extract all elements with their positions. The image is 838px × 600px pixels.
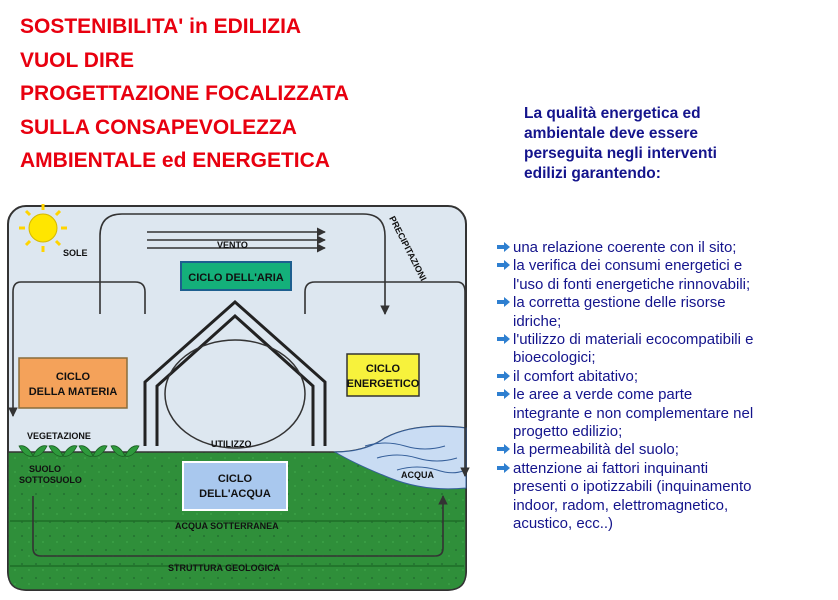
list-item-line: presenti o ipotizzabili (inquinamento (513, 478, 752, 496)
bullet-arrow-icon (497, 297, 510, 307)
list-item-line: la verifica dei consumi energetici e (513, 257, 743, 275)
title-line: SOSTENIBILITA' in EDILIZIA (20, 15, 302, 38)
box-ciclo-materia (19, 358, 127, 408)
requirements-list (496, 239, 834, 534)
list-item-line: attenzione ai fattori inquinanti (513, 459, 709, 477)
intro-text (524, 104, 824, 184)
box-ciclo-materia-label: DELLA MATERIA (28, 386, 118, 398)
list-item-line: idriche; (513, 312, 562, 330)
title-line: SULLA CONSAPEVOLEZZA (20, 115, 297, 139)
bullet-arrow-icon (497, 260, 510, 270)
box-ciclo-acqua-label: DELL'ACQUA (199, 488, 271, 500)
label-sole: SOLE (63, 248, 88, 258)
intro-line: La qualità energetica ed (524, 105, 701, 122)
bullet-arrow-icon (497, 371, 510, 381)
page-title (20, 10, 349, 178)
list-item-line: la permeabilità del suolo; (513, 441, 679, 459)
intro-line: perseguita negli interventi (524, 145, 717, 162)
bullet-arrow-icon (497, 444, 510, 454)
list-item-line: l'utilizzo di materiali ecocompatibili e (513, 331, 754, 349)
title-line: AMBIENTALE ed ENERGETICA (20, 149, 330, 172)
box-ciclo-materia-label: CICLO (55, 371, 91, 383)
bullet-arrow-icon (497, 389, 510, 399)
list-item (496, 386, 834, 441)
list-item-line: acustico, ecc..) (513, 515, 614, 533)
label-vento: VENTO (217, 240, 248, 250)
list-item-line: progetto edilizio; (513, 423, 623, 441)
list-item (496, 441, 834, 459)
box-ciclo-acqua (183, 462, 287, 510)
box-ciclo-aria-label: CICLO DELL'ARIA (188, 272, 284, 284)
list-item-line: l'uso di fonti energetiche rinnovabili; (513, 275, 751, 293)
label-vegetazione: VEGETAZIONE (27, 431, 91, 441)
list-item (496, 239, 834, 257)
label-suolo: SUOLO (29, 464, 62, 474)
label-utilizzo: UTILIZZO (211, 439, 252, 449)
box-ciclo-energetico-label: CICLO (365, 363, 401, 375)
label-acqua: ACQUA (401, 470, 434, 480)
title-line: PROGETTAZIONE FOCALIZZATA (20, 82, 349, 105)
list-item-line: integrante e non complementare nel (513, 404, 754, 422)
bullet-arrow-icon (497, 334, 510, 344)
title-line: VUOL DIRE (20, 48, 134, 72)
label-sottosuolo: SOTTOSUOLO (19, 475, 82, 485)
list-item-line: indoor, radom, elettromagnetico, (513, 496, 729, 514)
list-item-line: una relazione coerente con il sito; (513, 239, 737, 256)
bullet-arrow-icon (497, 242, 510, 252)
label-acqua-sotterranea: ACQUA SOTTERRANEA (175, 521, 279, 531)
sustainability-cycles-diagram (5, 196, 470, 594)
intro-line: edilizi garantendo: (524, 165, 661, 182)
label-precipitazioni: PRECIPITAZIONI (387, 214, 429, 283)
bullet-arrow-icon (497, 463, 510, 473)
list-item (496, 294, 834, 331)
intro-line: ambientale deve essere (524, 125, 699, 142)
list-item-line: bioecologici; (513, 349, 596, 367)
list-item-line: il comfort abitativo; (513, 367, 639, 385)
list-item (496, 331, 834, 368)
list-item-line: la corretta gestione delle risorse (513, 294, 726, 312)
list-item (496, 460, 834, 534)
box-ciclo-energetico-label: ENERGETICO (346, 378, 420, 390)
box-ciclo-acqua-label: CICLO (217, 473, 253, 485)
list-item (496, 368, 834, 386)
list-item-line: le aree a verde come parte (513, 386, 693, 404)
list-item (496, 257, 834, 294)
label-struttura-geologica: STRUTTURA GEOLOGICA (168, 563, 281, 573)
